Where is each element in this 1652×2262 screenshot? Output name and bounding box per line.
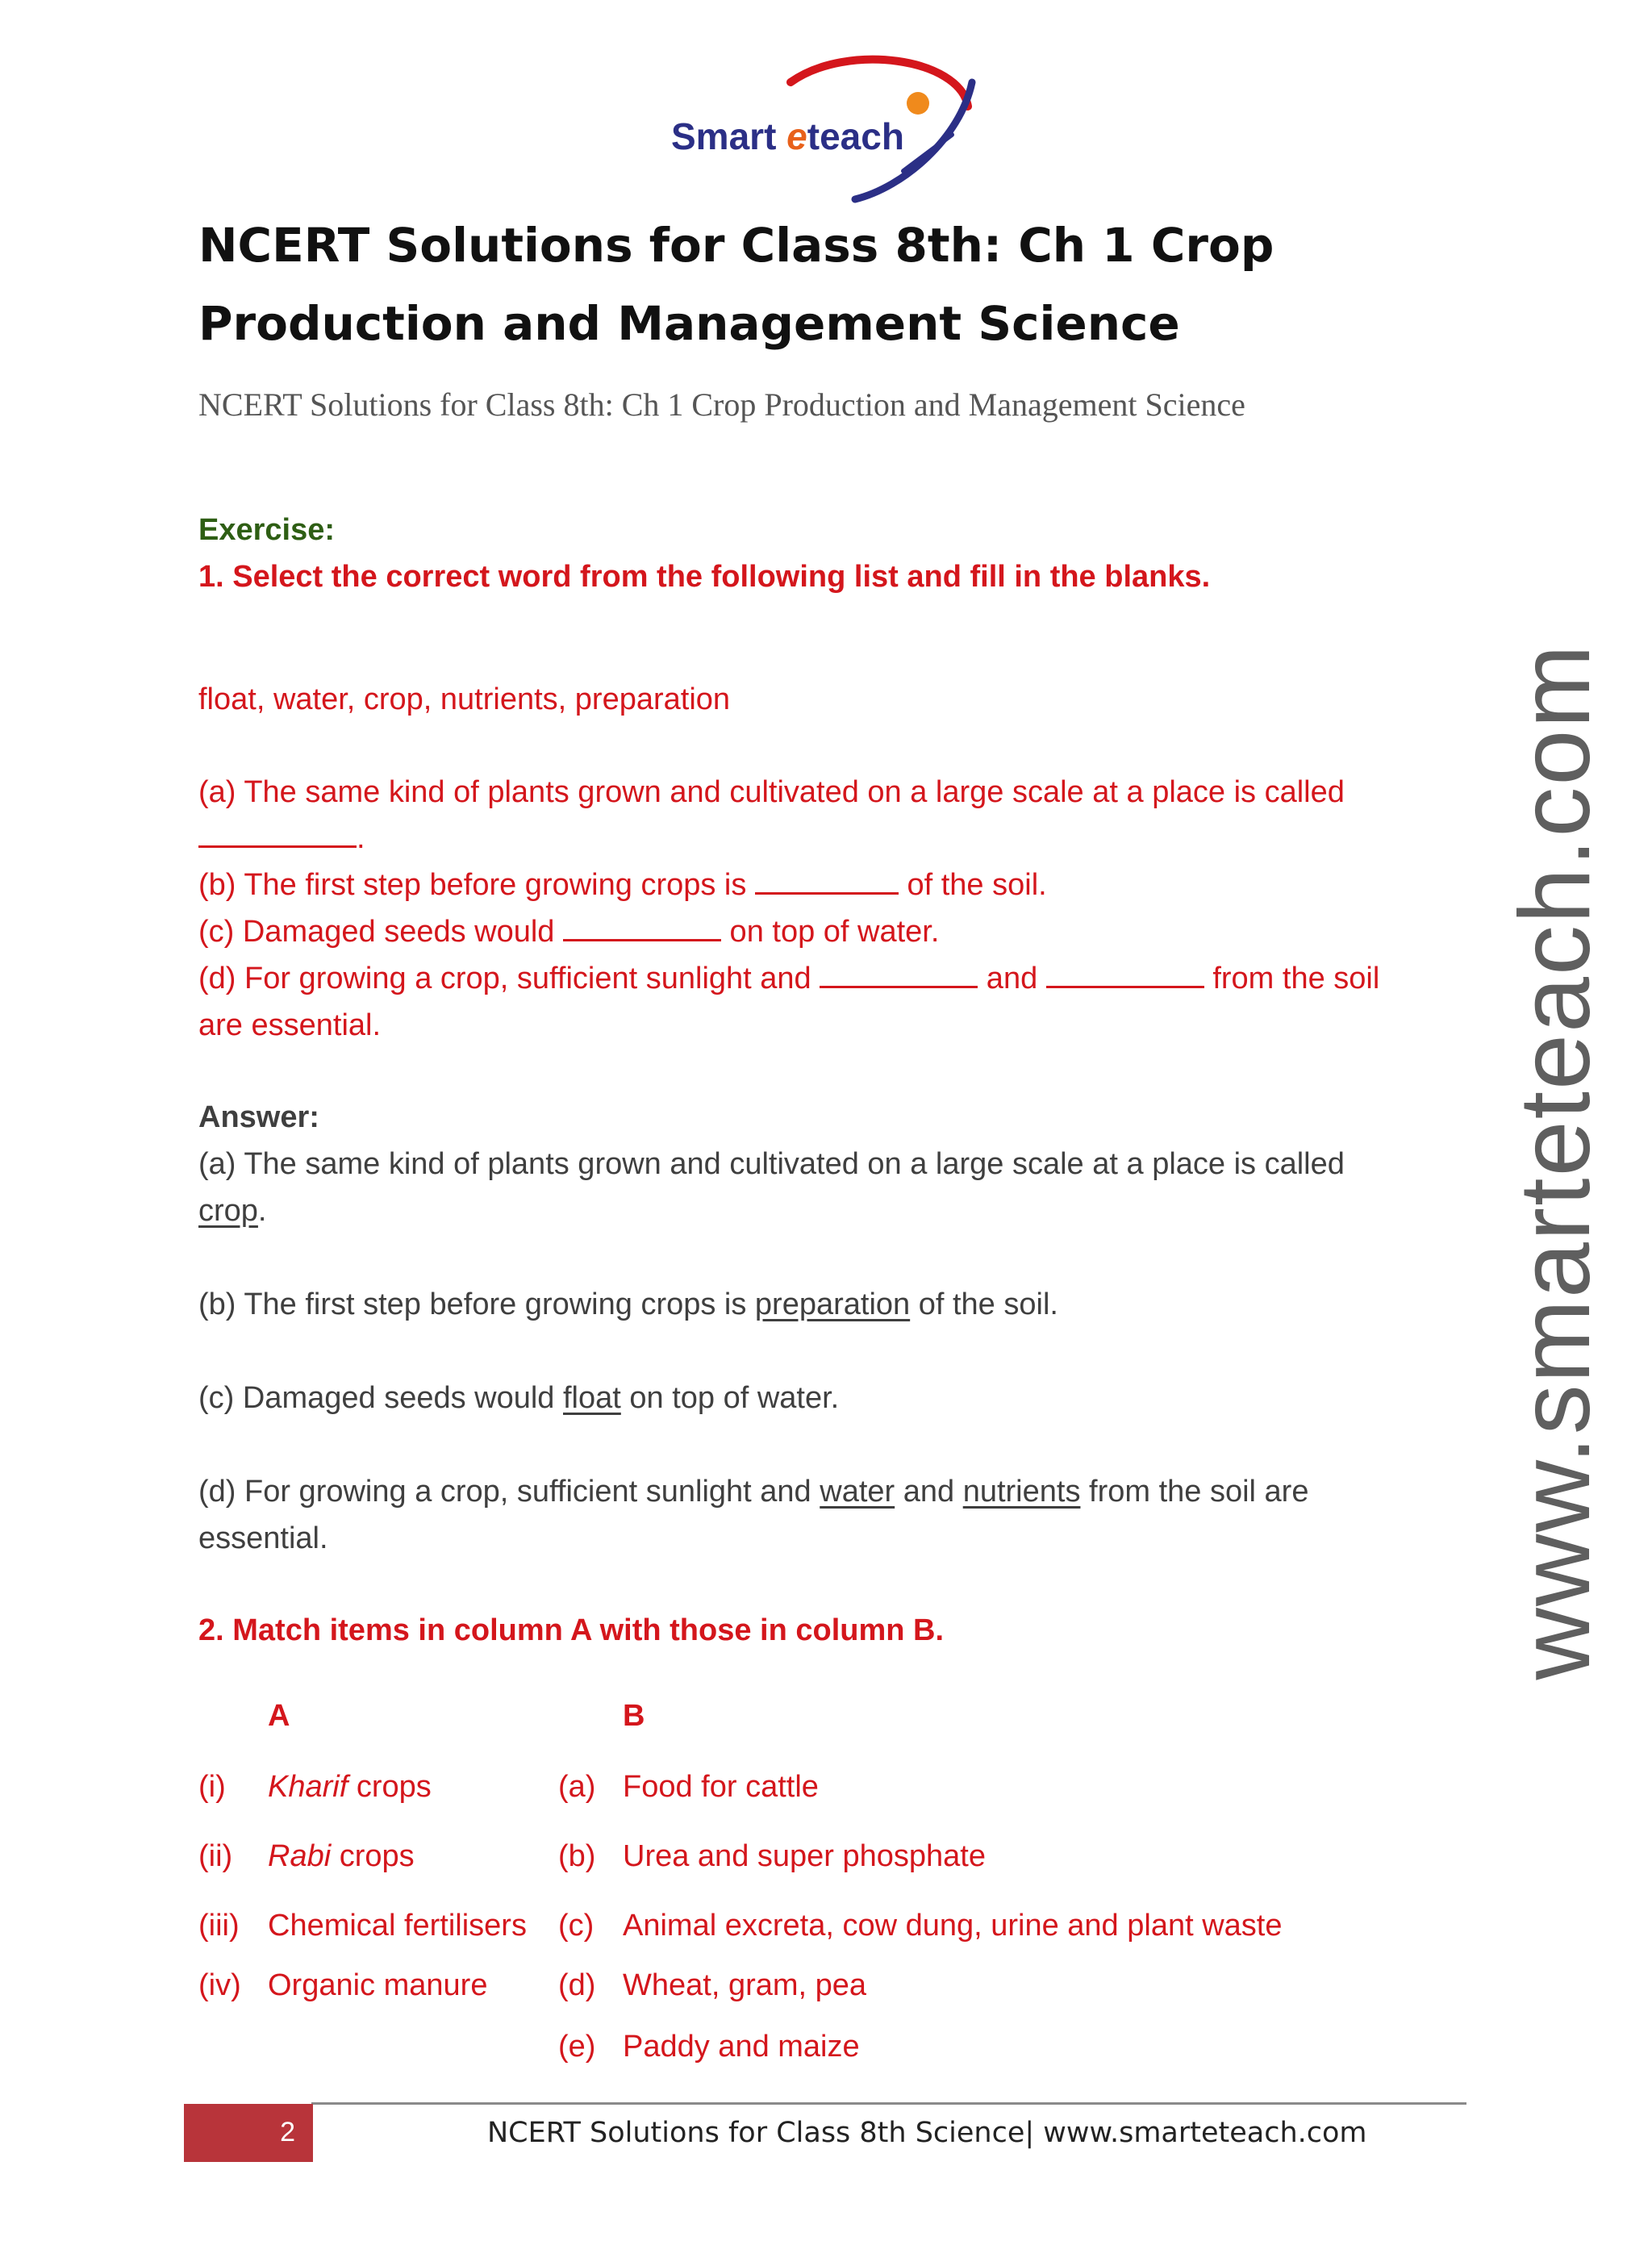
logo (661, 50, 984, 211)
watermark: www.smarteteach.com (1500, 643, 1611, 1680)
answer-word: float (563, 1381, 621, 1415)
question-2-heading: 2. Match items in column A with those in column B. (198, 1613, 945, 1647)
page-number: 2 (280, 2117, 295, 2147)
blank (820, 962, 978, 988)
word-list: float, water, crop, nutrients, preparation (198, 682, 731, 716)
logo-text: Smart eteach (671, 115, 904, 157)
answer-word: nutrients (962, 1475, 1081, 1509)
question-1b: (b) The first step before growing crops is of the soil. (198, 868, 1047, 902)
page-number-box (184, 2104, 313, 2162)
footer-divider (311, 2102, 1466, 2105)
answer-a-line2: crop. (198, 1194, 267, 1228)
answer-word: crop (198, 1194, 258, 1228)
question-1-heading: 1. Select the correct word from the following list and fill in the blanks. (198, 560, 1211, 594)
question-1a-blank-line: . (198, 821, 365, 856)
column-a-header: A (268, 1699, 290, 1733)
page-subtitle: NCERT Solutions for Class 8th: Ch 1 Crop Production and Management Science (198, 386, 1245, 423)
answer-a: (a) The same kind of plants grown and cultivated on a large scale at a place is called (198, 1147, 1345, 1181)
blank (1046, 962, 1204, 988)
blank (563, 915, 721, 941)
answer-word: preparation (754, 1288, 911, 1321)
answer-d: (d) For growing a crop, sufficient sunlight and water and nutrients from the soil are (198, 1475, 1309, 1509)
blank (755, 868, 899, 895)
answer-c: (c) Damaged seeds would float on top of water. (198, 1381, 840, 1415)
question-1c: (c) Damaged seeds would on top of water. (198, 915, 940, 949)
exercise-heading: Exercise: (198, 513, 336, 547)
footer-text: NCERT Solutions for Class 8th Science| www.smarteteach.com (487, 2117, 1367, 2149)
page-title: NCERT Solutions for Class 8th: Ch 1 Crop Production and Management Science (198, 218, 1274, 351)
blank (198, 821, 357, 848)
question-1a: (a) The same kind of plants grown and cultivated on a large scale at a place is called (198, 775, 1345, 809)
question-1d-line2: are essential. (198, 1008, 382, 1042)
answer-word: water (820, 1475, 895, 1509)
column-b-header: B (623, 1699, 645, 1733)
answer-d-line2: essential. (198, 1521, 328, 1555)
answer-heading: Answer: (198, 1100, 319, 1134)
answer-b: (b) The first step before growing crops is preparation of the soil. (198, 1288, 1058, 1321)
question-1d: (d) For growing a crop, sufficient sunlight and and from the soil (198, 962, 1380, 995)
